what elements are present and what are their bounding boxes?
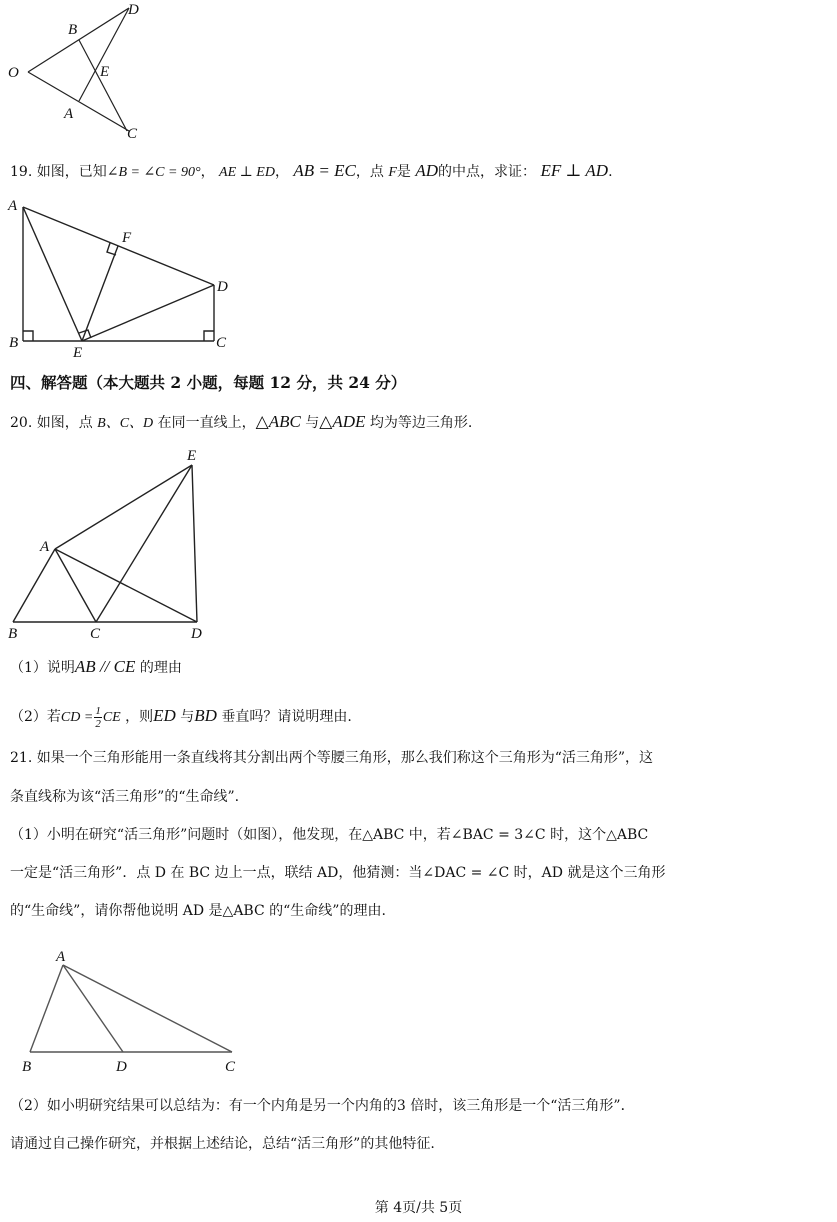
fig21-label-d: D bbox=[116, 1059, 127, 1075]
fig19-label-a: A bbox=[8, 198, 18, 214]
section-4-title: 四、解答题（本大题共 2 小题，每题 12 分，共 24 分） bbox=[10, 373, 407, 392]
fig19-label-e: E bbox=[73, 345, 83, 360]
fig18-label-b: B bbox=[68, 22, 78, 38]
question-21-part-1-line-1: （1）小明在研究“活三角形”问题时（如图），他发现，在△ABC 中，若∠BAC = 3∠C 时，这个△ABC bbox=[10, 827, 649, 843]
question-20-part-2: （2）若CD = $\frac{1}{2}$ CE ，则ED 与BD 垂直吗？请说明理由. bbox=[10, 704, 352, 730]
page-footer: 第 4页/共 5页 bbox=[374, 1200, 463, 1216]
fig20-label-c: C bbox=[90, 626, 101, 642]
question-19: 19. 如图，已知∠B = ∠C = 90°， AE ⊥ ED， AB = EC，点 F是 AD的中点，求证： EF ⊥ AD. bbox=[10, 161, 613, 180]
figure-18 bbox=[0, 0, 170, 150]
question-20: 20. 如图，点 B、C、D 在同一直线上，△ABC 与△ADE 均为等边三角形. bbox=[10, 412, 473, 431]
question-21-line-2: 条直线称为该“活三角形”的“生命线”. bbox=[10, 789, 240, 805]
fig18-label-c: C bbox=[127, 126, 138, 142]
fig19-label-c: C bbox=[216, 335, 227, 351]
fig18-label-o: O bbox=[8, 65, 19, 81]
fig19-label-d: D bbox=[217, 279, 228, 295]
question-21-part-1-line-2: 一定是“活三角形”．点 D 在 BC 边上一点，联结 AD，他猜测：当∠DAC = ∠C 时，AD 就是这个三角形 bbox=[10, 865, 666, 881]
question-21-part-2-line-1: （2）如小明研究结果可以总结为：有一个内角是另一个内角的3 倍时，该三角形是一个“活三角形”． bbox=[10, 1098, 635, 1114]
fig19-label-f: F bbox=[122, 230, 132, 246]
fig21-label-a: A bbox=[56, 949, 66, 965]
fig18-label-e: E bbox=[100, 64, 110, 80]
fig20-label-a: A bbox=[40, 539, 50, 555]
figure-19 bbox=[0, 190, 250, 360]
fig20-label-d: D bbox=[191, 626, 202, 642]
figure-21 bbox=[0, 940, 250, 1080]
fraction-one-half: $\frac{1}{2}$ bbox=[95, 704, 101, 730]
question-21-part-1-line-3: 的“生命线”，请你帮他说明 AD 是△ABC 的“生命线”的理由. bbox=[10, 903, 386, 919]
fig21-label-b: B bbox=[22, 1059, 32, 1075]
fig21-label-c: C bbox=[225, 1059, 236, 1075]
question-21-line-1: 21. 如果一个三角形能用一条直线将其分割出两个等腰三角形，那么我们称这个三角形为“活三角形”，这 bbox=[10, 750, 654, 766]
fig18-label-a: A bbox=[64, 106, 74, 122]
fig18-label-d: D bbox=[128, 2, 139, 18]
fig20-label-e: E bbox=[187, 448, 197, 464]
fig20-label-b: B bbox=[8, 626, 18, 642]
figure-20 bbox=[0, 440, 230, 645]
question-21-part-2-line-2: 请通过自己操作研究，并根据上述结论，总结“活三角形”的其他特征. bbox=[10, 1136, 435, 1152]
question-20-part-1: （1）说明AB // CE 的理由 bbox=[10, 657, 182, 676]
fig19-label-b: B bbox=[9, 335, 19, 351]
